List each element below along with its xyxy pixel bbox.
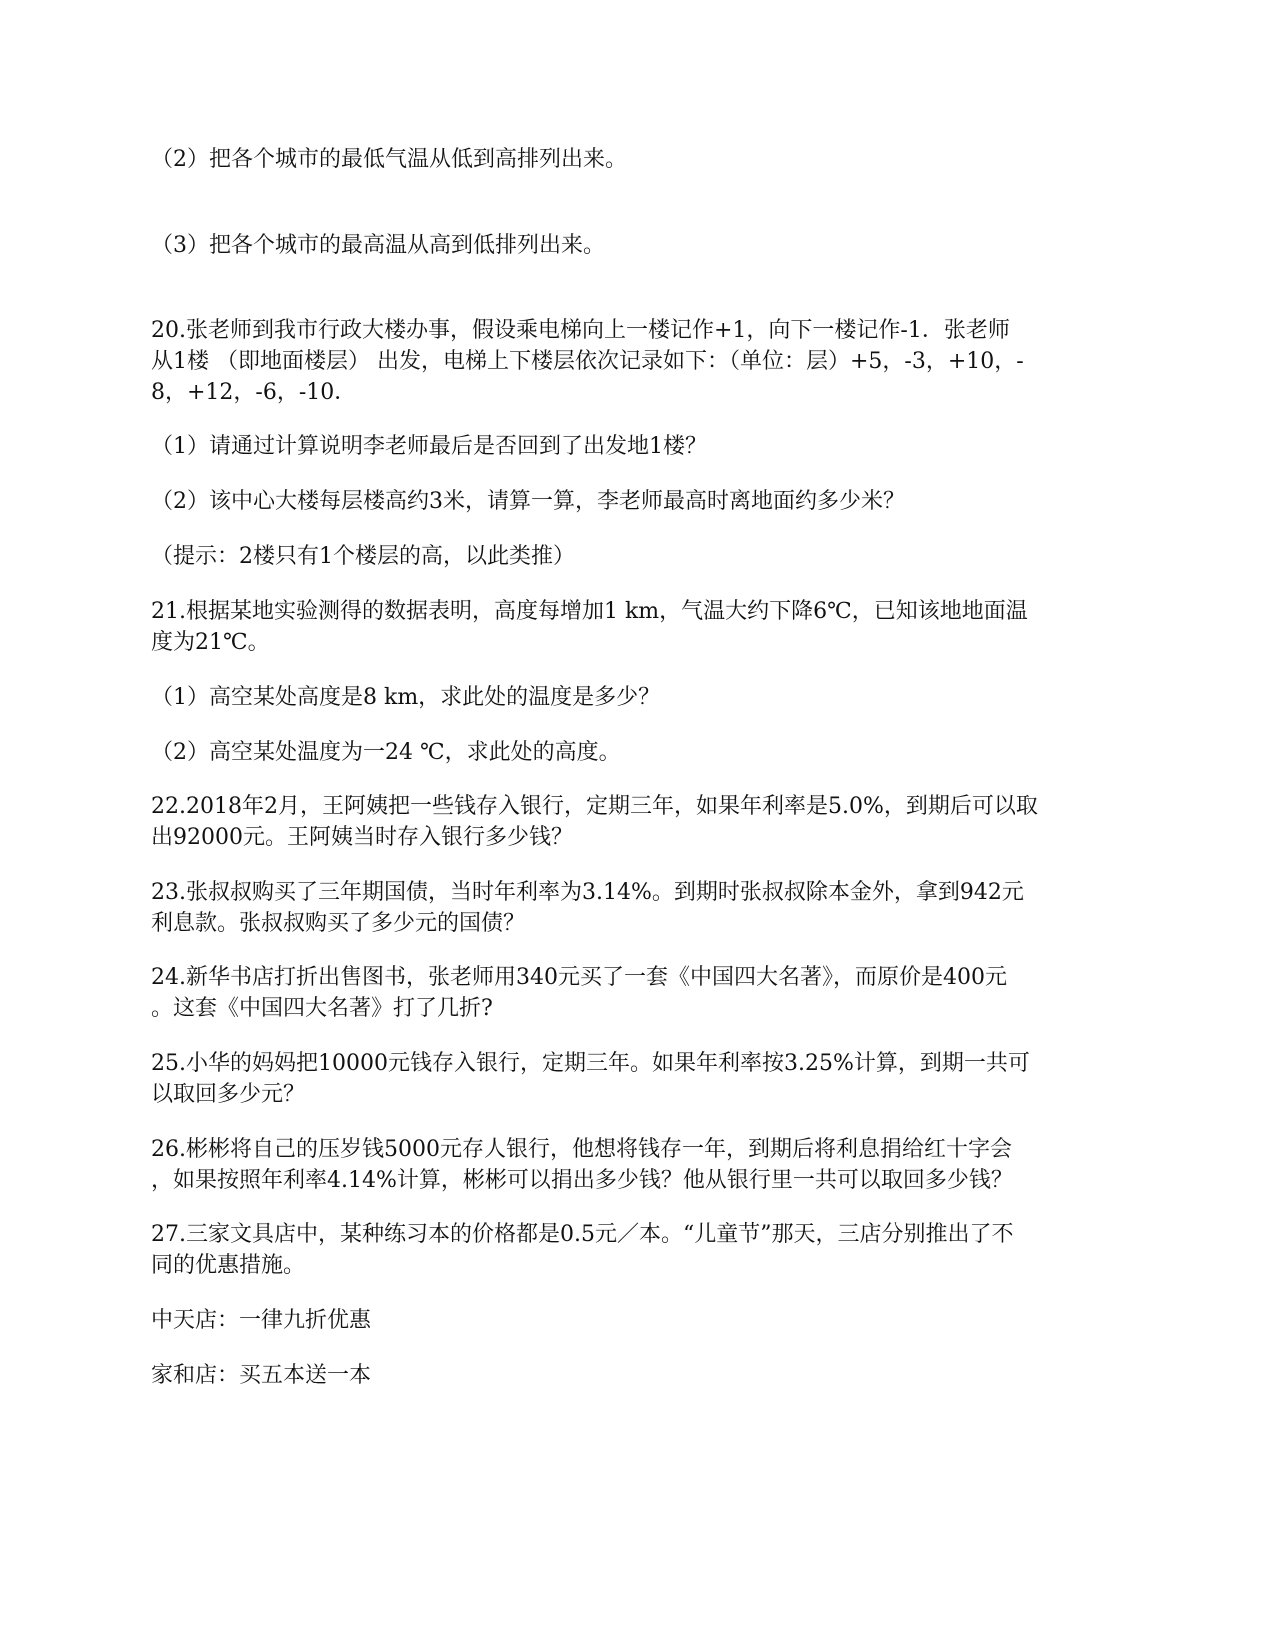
question-26-line-2: ，如果按照年利率4.14%计算，彬彬可以捐出多少钱？他从银行里一共可以取回多少钱？ [151,1168,1013,1193]
question-21-line-2: 度为21℃。 [151,630,270,655]
question-20-hint: （提示：2楼只有1个楼层的高，以此类推） [151,544,575,569]
question-25-line-1: 25.小华的妈妈把10000元钱存入银行，定期三年。如果年利率按3.25%计算，到期一共可 [151,1051,1030,1076]
question-27-store-zhongtian: 中天店：一律九折优惠 [151,1308,372,1333]
question-24-line-2: 。这套《中国四大名著》打了几折? [151,996,493,1021]
question-21-line-1: 21.根据某地实验测得的数据表明，高度每增加1 km，气温大约下降6℃，已知该地地面温 [151,599,1028,624]
question-21-part-1: （1）高空某处高度是8 km，求此处的温度是多少？ [151,685,661,710]
question-27-store-jiahe: 家和店：买五本送一本 [151,1363,372,1388]
question-20-line-3: 8，+12，-6，-10． [151,380,357,405]
question-20-part-1: （1）请通过计算说明李老师最后是否回到了出发地1楼？ [151,434,707,459]
question-21-part-2: （2）高空某处温度为一24 ℃，求此处的高度。 [151,740,621,765]
question-20-part-2: （2）该中心大楼每层楼高约3米，请算一算，李老师最高时离地面约多少米？ [151,489,905,514]
question-27-line-2: 同的优惠措施。 [151,1253,306,1278]
question-22-line-2: 出92000元。王阿姨当时存入银行多少钱？ [151,825,573,850]
question-19-part-2: （2）把各个城市的最低气温从低到高排列出来。 [151,147,627,172]
question-27-line-1: 27.三家文具店中，某种练习本的价格都是0.5元／本。“儿童节”那天，三店分别推出了不 [151,1222,1014,1247]
question-22-line-1: 22.2018年2月，王阿姨把一些钱存入银行，定期三年，如果年利率是5.0%，到期后可以取 [151,794,1038,819]
question-24-line-1: 24.新华书店打折出售图书，张老师用340元买了一套《中国四大名著》，而原价是400元 [151,965,1007,990]
question-23-line-1: 23.张叔叔购买了三年期国债，当时年利率为3.14%。到期时张叔叔除本金外，拿到942元 [151,880,1024,905]
question-23-line-2: 利息款。张叔叔购买了多少元的国债？ [151,911,526,936]
question-20-line-2: 从1楼 （即地面楼层） 出发，电梯上下楼层依次记录如下：（单位：层）+5，-3，+10，- [151,349,1024,374]
question-19-part-3: （3）把各个城市的最高温从高到低排列出来。 [151,233,605,258]
question-26-line-1: 26.彬彬将自己的压岁钱5000元存人银行，他想将钱存一年，到期后将利息捐给红十字会 [151,1137,1012,1162]
question-20-line-1: 20.张老师到我市行政大楼办事，假设乘电梯向上一楼记作+1，向下一楼记作-1．张老师 [151,318,1010,343]
question-25-line-2: 以取回多少元？ [151,1082,306,1107]
